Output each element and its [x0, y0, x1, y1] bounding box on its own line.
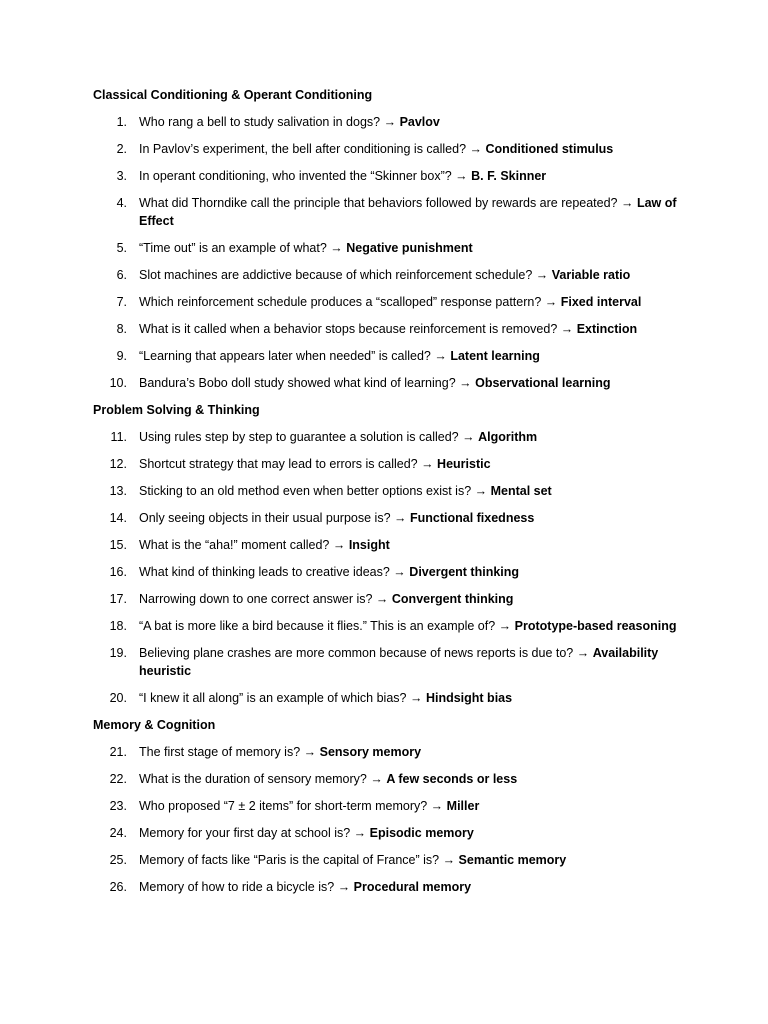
answer-text: Divergent thinking — [409, 565, 520, 579]
question-number: 14. — [109, 511, 127, 525]
question-item — [93, 563, 679, 581]
answer-text: Mental set — [490, 484, 552, 498]
answer-text: Law of Effect — [139, 196, 677, 228]
question-number: 24. — [109, 826, 127, 840]
question-item — [93, 743, 679, 761]
question-number: 22. — [109, 772, 127, 786]
question-item — [93, 797, 679, 815]
answer-text: Pavlov — [399, 115, 440, 129]
question-item — [93, 482, 679, 500]
question-text: What is it called when a behavior stops because reinforcement is removed? → — [139, 322, 577, 336]
answer-text: B. F. Skinner — [471, 169, 547, 183]
question-number: 1. — [116, 115, 127, 129]
question-text: Who proposed “7 ± 2 items” for short-term memory? → — [139, 799, 447, 813]
question-list — [93, 113, 693, 392]
question-text: What is the duration of sensory memory? → — [139, 772, 387, 786]
question-number: 7. — [116, 295, 127, 309]
question-number: 19. — [109, 646, 127, 660]
question-list — [93, 428, 693, 707]
answer-text: Insight — [348, 538, 390, 552]
question-number: 6. — [116, 268, 127, 282]
question-item — [93, 140, 679, 158]
question-number: 2. — [116, 142, 127, 156]
question-text: Narrowing down to one correct answer is? → — [139, 592, 392, 606]
answer-text: Algorithm — [478, 430, 538, 444]
question-text: In Pavlov’s experiment, the bell after conditioning is called? → — [139, 142, 486, 156]
answer-text: Episodic memory — [369, 826, 474, 840]
question-item — [93, 644, 679, 680]
document-page — [93, 86, 693, 905]
question-item — [93, 689, 679, 707]
question-text: Only seeing objects in their usual purpose is? → — [139, 511, 410, 525]
answer-text: Observational learning — [475, 376, 611, 390]
question-item — [93, 428, 679, 446]
question-item — [93, 617, 679, 635]
answer-text: Semantic memory — [458, 853, 567, 867]
question-text: Sticking to an old method even when better options exist is? → — [139, 484, 491, 498]
question-item — [93, 374, 679, 392]
section-problem-solving-thinking — [93, 401, 693, 707]
question-number: 17. — [109, 592, 127, 606]
section-memory-cognition — [93, 716, 693, 896]
question-text: In operant conditioning, who invented the “Skinner box”? → — [139, 169, 472, 183]
section-heading: Classical Conditioning & Operant Conditioning — [93, 88, 373, 102]
question-item — [93, 590, 679, 608]
question-number: 4. — [116, 196, 127, 210]
question-number: 12. — [109, 457, 127, 471]
section-heading: Problem Solving & Thinking — [93, 403, 260, 417]
question-item — [93, 851, 679, 869]
answer-text: Extinction — [576, 322, 638, 336]
question-item — [93, 113, 679, 131]
answer-text: A few seconds or less — [386, 772, 518, 786]
question-number: 20. — [109, 691, 127, 705]
answer-text: Sensory memory — [319, 745, 422, 759]
answer-text: Miller — [446, 799, 480, 813]
answer-text: Procedural memory — [353, 880, 472, 894]
question-text: Memory of how to ride a bicycle is? → — [139, 880, 354, 894]
question-text: Who rang a bell to study salivation in dogs? → — [139, 115, 400, 129]
question-text: Using rules step by step to guarantee a solution is called? → — [139, 430, 479, 444]
question-item — [93, 293, 679, 311]
question-number: 18. — [109, 619, 127, 633]
question-text: What kind of thinking leads to creative ideas? → — [139, 565, 410, 579]
question-text: “I knew it all along” is an example of which bias? → — [139, 691, 426, 705]
answer-text: Fixed interval — [560, 295, 642, 309]
question-text: Slot machines are addictive because of which reinforcement schedule? → — [139, 268, 552, 282]
question-number: 10. — [109, 376, 127, 390]
question-text: Bandura’s Bobo doll study showed what kind of learning? → — [139, 376, 476, 390]
question-text: “Time out” is an example of what? → — [139, 241, 347, 255]
question-number: 25. — [109, 853, 127, 867]
question-text: Shortcut strategy that may lead to errors is called? → — [139, 457, 438, 471]
question-number: 16. — [109, 565, 127, 579]
question-text: What is the “aha!” moment called? → — [139, 538, 349, 552]
question-text: What did Thorndike call the principle that behaviors followed by rewards are repeated? → — [139, 196, 637, 210]
question-text: Believing plane crashes are more common because of news reports is due to? → — [139, 646, 593, 660]
section-heading: Memory & Cognition — [93, 718, 216, 732]
answer-text: Variable ratio — [551, 268, 631, 282]
question-number: 23. — [109, 799, 127, 813]
question-number: 15. — [109, 538, 127, 552]
section-classical-operant-conditioning — [93, 86, 693, 392]
question-item — [93, 194, 679, 230]
question-item — [93, 824, 679, 842]
question-item — [93, 347, 679, 365]
question-text: Which reinforcement schedule produces a “scalloped” response pattern? → — [139, 295, 561, 309]
question-number: 3. — [116, 169, 127, 183]
question-item — [93, 536, 679, 554]
answer-text: Convergent thinking — [391, 592, 514, 606]
question-number: 5. — [116, 241, 127, 255]
question-item — [93, 266, 679, 284]
answer-text: Functional fixedness — [409, 511, 535, 525]
question-item — [93, 167, 679, 185]
answer-text: Hindsight bias — [425, 691, 513, 705]
answer-text: Conditioned stimulus — [485, 142, 614, 156]
question-item — [93, 320, 679, 338]
answer-text: Negative punishment — [346, 241, 473, 255]
question-text: Memory for your first day at school is? → — [139, 826, 370, 840]
question-text: The first stage of memory is? → — [139, 745, 320, 759]
question-number: 13. — [109, 484, 127, 498]
question-item — [93, 770, 679, 788]
answer-text: Latent learning — [450, 349, 540, 363]
question-number: 8. — [116, 322, 127, 336]
question-text: “Learning that appears later when needed” is called? → — [139, 349, 451, 363]
question-number: 11. — [110, 430, 127, 444]
question-list — [93, 743, 693, 896]
question-item — [93, 509, 679, 527]
question-item — [93, 878, 679, 896]
question-number: 9. — [116, 349, 127, 363]
question-number: 26. — [109, 880, 127, 894]
question-text: “A bat is more like a bird because it flies.” This is an example of? → — [139, 619, 515, 633]
question-item — [93, 239, 679, 257]
question-item — [93, 455, 679, 473]
question-text: Memory of facts like “Paris is the capital of France” is? → — [139, 853, 459, 867]
question-number: 21. — [109, 745, 127, 759]
answer-text: Availability heuristic — [139, 646, 659, 678]
answer-text: Heuristic — [437, 457, 491, 471]
answer-text: Prototype-based reasoning — [514, 619, 677, 633]
